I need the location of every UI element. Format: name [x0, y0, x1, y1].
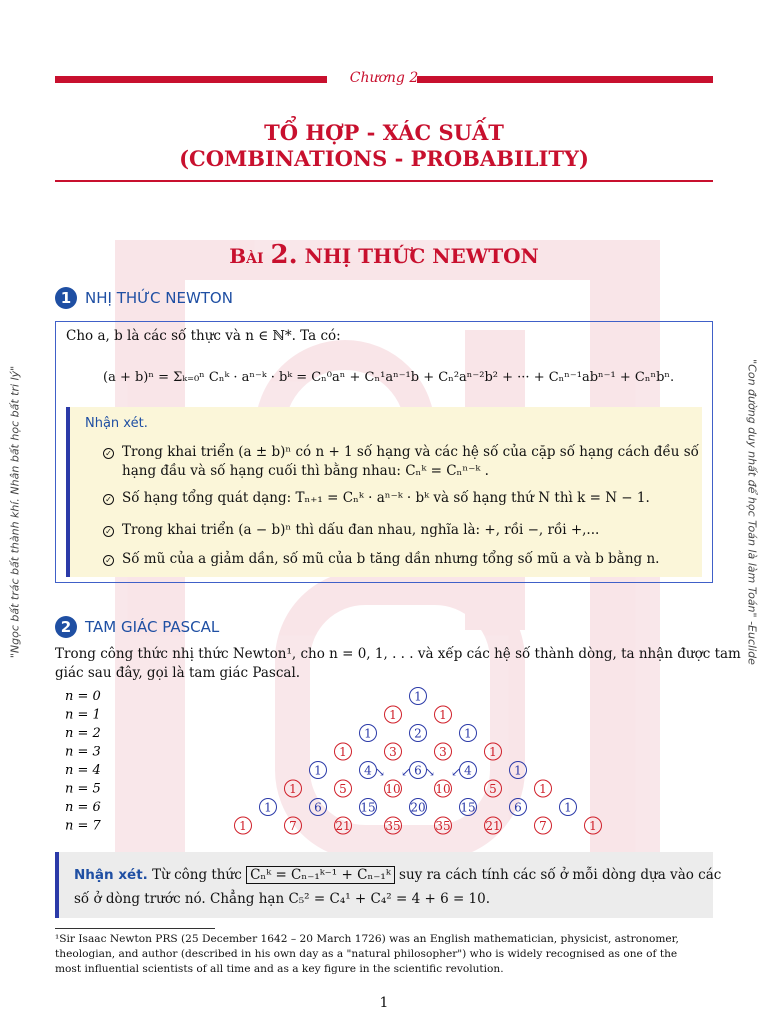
svg-text:15: 15 [460, 800, 476, 815]
pascal-coefficient [535, 817, 552, 834]
theorem-intro: Cho a, b là các số thực và n ∈ ℕ*. Ta có: [66, 328, 341, 344]
pascal-coefficient [385, 780, 402, 797]
lesson-name: NHỊ THỨC NEWTON [304, 244, 539, 268]
svg-text:7: 7 [289, 819, 297, 833]
pascal-coefficient [335, 743, 352, 760]
svg-text:10: 10 [385, 782, 401, 796]
remark-bullet-2: Số hạng tổng quát dạng: Tₙ₊₁ = Cₙᵏ · aⁿ⁻ᵏ · bᵏ và số hạng thứ N thì k = N − 1. [122, 490, 650, 506]
pascal-row-label: n = 4 [65, 763, 101, 778]
svg-text:1: 1 [364, 726, 372, 741]
pascal-coefficient [435, 706, 452, 723]
title-rule [55, 180, 713, 182]
remark-bullet-1-cont: hạng đầu và số hạng cuối thì bằng nhau: Cₙᵏ = Cₙⁿ⁻ᵏ . [122, 463, 489, 479]
pascal-coefficient [310, 762, 327, 779]
pascal-coefficient [285, 817, 302, 834]
pascal-coefficient [460, 725, 477, 742]
arrow-icon: ↙ [450, 765, 462, 779]
lesson-number: 2. [270, 240, 298, 270]
pascal-coefficient [485, 743, 502, 760]
svg-text:1: 1 [539, 782, 547, 796]
svg-text:1: 1 [414, 689, 422, 704]
footnote-rule [55, 928, 215, 929]
svg-text:2: 2 [414, 726, 422, 741]
svg-text:6: 6 [514, 800, 522, 815]
check-circle-icon: ✓ [103, 555, 114, 566]
pascal-recurrence-formula: Cₙᵏ = Cₙ₋₁ᵏ⁻¹ + Cₙ₋₁ᵏ [246, 866, 395, 884]
pascal-intro-2: giác sau đây, gọi là tam giác Pascal. [55, 665, 301, 681]
pascal-coefficient [460, 799, 477, 816]
pascal-coefficient [460, 762, 477, 779]
footnote-line-3: most influential scientists of all time and as a key figure in the scientific revolution. [55, 963, 504, 975]
svg-text:4: 4 [464, 763, 472, 778]
svg-text:35: 35 [435, 819, 451, 833]
pascal-coefficient [410, 762, 427, 779]
section-2-title: TAM GIÁC PASCAL [85, 618, 220, 636]
pascal-row-label: n = 6 [65, 800, 101, 815]
lesson-heading [0, 240, 768, 270]
pascal-coefficient [310, 799, 327, 816]
pascal-coefficient [410, 799, 427, 816]
check-circle-icon: ✓ [103, 526, 114, 537]
pascal-row-label: n = 3 [65, 744, 101, 760]
arrow-icon: ↙ [400, 765, 412, 779]
arrow-icon: ↘ [424, 765, 436, 779]
pascal-coefficient [560, 799, 577, 816]
svg-text:7: 7 [539, 819, 547, 833]
svg-text:1: 1 [389, 708, 397, 722]
footnote [55, 932, 715, 977]
binomial-formula: (a + b)ⁿ = Σₖ₌₀ⁿ Cₙᵏ · aⁿ⁻ᵏ · bᵏ = Cₙ⁰aⁿ + Cₙ¹aⁿ⁻¹b + Cₙ²aⁿ⁻²b² + ··· + Cₙⁿ⁻¹abⁿ⁻¹ + Cₙⁿbⁿ. [103, 370, 675, 385]
pascal-coefficient [510, 799, 527, 816]
pascal-coefficient [435, 817, 452, 834]
pascal-coefficient [360, 799, 377, 816]
pascal-remark-line-2: số ở dòng trước nó. Chẳng hạn C₅² = C₄¹ + C₄² = 4 + 6 = 10. [74, 891, 491, 907]
svg-text:3: 3 [389, 745, 397, 759]
pascal-row-label: n = 5 [65, 781, 101, 797]
remark-bullet-3: Trong khai triển (a − b)ⁿ thì dấu đan nhau, nghĩa là: +, rồi −, rồi +,... [122, 522, 600, 538]
chapter-label: Chương 2 [349, 70, 419, 86]
pascal-coefficient [235, 817, 252, 834]
svg-text:1: 1 [489, 745, 497, 759]
pascal-coefficient [335, 780, 352, 797]
page-number: 1 [379, 995, 389, 1011]
pascal-coefficient [585, 817, 602, 834]
remark-bullet-1: Trong khai triển (a ± b)ⁿ có n + 1 số hạng và các hệ số của cặp số hạng cách đều số [122, 444, 699, 460]
svg-text:1: 1 [239, 819, 247, 833]
check-circle-icon: ✓ [103, 494, 114, 505]
pascal-triangle [55, 684, 715, 844]
svg-text:5: 5 [339, 782, 347, 796]
chapter-subtitle: (COMBINATIONS - PROBABILITY) [179, 146, 589, 171]
svg-text:6: 6 [314, 800, 322, 815]
section-1-title: NHỊ THỨC NEWTON [85, 289, 233, 307]
pascal-row-label: n = 0 [65, 689, 101, 704]
pascal-coefficient [335, 817, 352, 834]
remark-label: Nhận xét. [85, 416, 148, 431]
pascal-coefficient [360, 762, 377, 779]
svg-text:10: 10 [435, 782, 451, 796]
pascal-remark-label: Nhận xét. [74, 867, 148, 883]
chapter-title: TỔ HỢP - XÁC SUẤT [264, 120, 504, 145]
pascal-remark-line-1 [74, 866, 721, 885]
svg-text:21: 21 [485, 819, 501, 833]
footnote-line-1: ¹Sir Isaac Newton PRS (25 December 1642 – 20 March 1726) was an English mathematician, physicist, astronomer, [55, 933, 679, 945]
pascal-remark-text-2: suy ra cách tính các số ở mỗi dòng dựa vào các [399, 867, 722, 883]
svg-text:1: 1 [564, 800, 572, 815]
remark-bullet-4: Số mũ của a giảm dần, số mũ của b tăng dần nhưng tổng số mũ a và b bằng n. [122, 551, 660, 567]
pascal-coefficient [285, 780, 302, 797]
section-1-number: 1 [55, 287, 77, 309]
svg-text:1: 1 [289, 782, 297, 796]
svg-text:5: 5 [489, 782, 497, 796]
pascal-coefficient [260, 799, 277, 816]
svg-text:1: 1 [314, 763, 322, 778]
svg-text:6: 6 [414, 763, 422, 778]
svg-text:1: 1 [439, 708, 447, 722]
section-2-number: 2 [55, 616, 77, 638]
pascal-coefficient [485, 817, 502, 834]
pascal-coefficient [485, 780, 502, 797]
svg-text:20: 20 [410, 800, 426, 815]
pascal-row-label: n = 1 [65, 707, 101, 723]
pascal-coefficient [535, 780, 552, 797]
arrow-icon: ↘ [374, 765, 386, 779]
pascal-coefficient [360, 725, 377, 742]
right-side-quote: "Con đường duy nhất để học Toán là làm Toán" -Euclide [745, 359, 759, 665]
pascal-coefficient [410, 688, 427, 705]
svg-text:21: 21 [335, 819, 351, 833]
svg-text:1: 1 [264, 800, 272, 815]
check-circle-icon: ✓ [103, 448, 114, 459]
lesson-prefix: Bài [229, 244, 264, 268]
pascal-coefficient [435, 780, 452, 797]
pascal-coefficient [385, 743, 402, 760]
pascal-intro-1: Trong công thức nhị thức Newton¹, cho n = 0, 1, . . . và xếp các hệ số thành dòng, ta nhận được tam [55, 646, 741, 662]
pascal-coefficient [435, 743, 452, 760]
pascal-row-label: n = 7 [65, 818, 101, 834]
left-side-quote: "Ngọc bất trác bất thành khí. Nhân bất học bất tri lý" [8, 365, 22, 659]
pascal-coefficient [510, 762, 527, 779]
pascal-coefficient [385, 817, 402, 834]
svg-text:1: 1 [589, 819, 597, 833]
pascal-coefficient [410, 725, 427, 742]
section-1-heading [55, 285, 233, 311]
svg-text:1: 1 [464, 726, 472, 741]
svg-text:35: 35 [385, 819, 401, 833]
pascal-coefficient [385, 706, 402, 723]
svg-text:15: 15 [360, 800, 376, 815]
pascal-row-label: n = 2 [65, 726, 101, 741]
section-2-heading [55, 614, 219, 640]
svg-text:1: 1 [339, 745, 347, 759]
svg-text:1: 1 [514, 763, 522, 778]
svg-text:4: 4 [364, 763, 372, 778]
svg-text:3: 3 [439, 745, 447, 759]
footnote-line-2: theologian, and author (described in his own day as a "natural philosopher") who is widely recognised as one of the [55, 948, 678, 960]
pascal-remark-text-1: Từ công thức [152, 867, 242, 883]
